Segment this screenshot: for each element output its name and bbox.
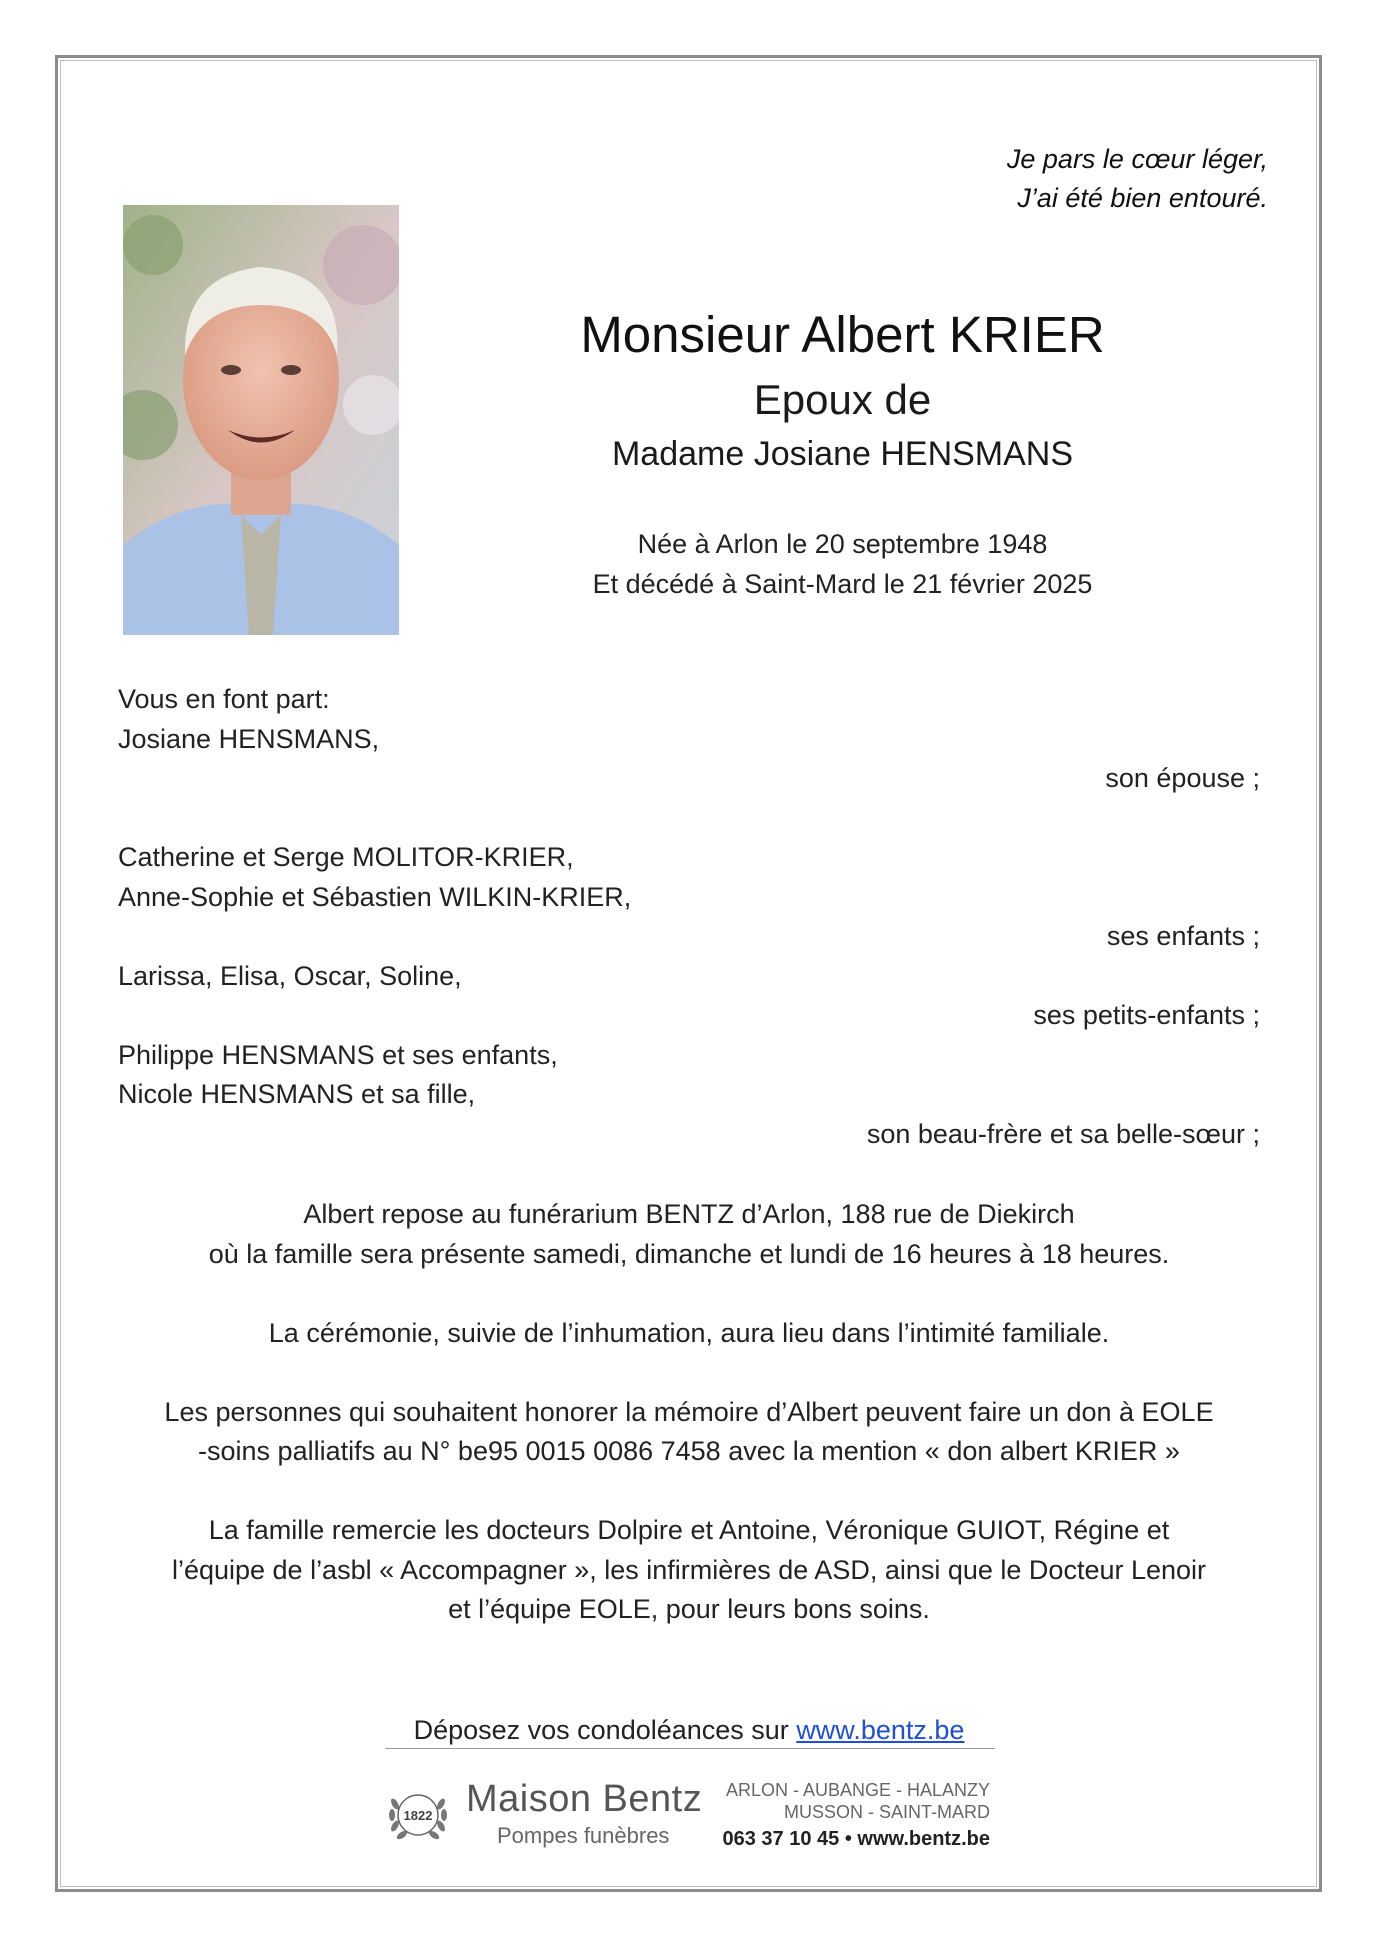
repose-line-1: Albert repose au funérarium BENTZ d’Arlon, 188 rue de Diekirch — [303, 1199, 1075, 1229]
condolences-text: Déposez vos condoléances sur — [413, 1715, 797, 1745]
family-announcement — [118, 680, 1260, 1154]
repose-paragraph — [118, 1195, 1260, 1274]
footer-divider — [385, 1748, 995, 1749]
brand-name: Maison Bentz — [466, 1778, 703, 1820]
repose-line-2: où la famille sera présente samedi, dimanche et lundi de 16 heures à 18 heures. — [208, 1238, 1170, 1269]
thanks-line-2: l’équipe de l’asbl « Accompagner », les infirmières de ASD, ainsi que le Docteur Lenoir — [171, 1554, 1207, 1585]
locations-line-1: ARLON - AUBANGE - HALANZY — [725, 1780, 990, 1800]
family-name-line: Nicole HENSMANS et sa fille, — [118, 1079, 476, 1109]
family-relation: ses enfants ; — [1106, 921, 1260, 951]
branch-locations — [715, 1779, 990, 1823]
epoux-label: Epoux de — [753, 376, 932, 423]
family-intro: Vous en font part: — [118, 684, 330, 714]
ceremony-paragraph: La cérémonie, suivie de l’inhumation, aura lieu dans l’intimité familiale. — [268, 1317, 1110, 1348]
epigraph — [1007, 140, 1268, 218]
family-relation: son épouse ; — [1105, 763, 1260, 793]
donation-paragraph — [118, 1393, 1260, 1472]
family-relation: son beau-frère et sa belle-sœur ; — [866, 1118, 1260, 1149]
family-name-line: Josiane HENSMANS, — [118, 723, 380, 754]
laurel-seal-icon — [385, 1782, 451, 1848]
portrait-photo — [123, 205, 399, 635]
epigraph-line-2: J’ai été bien entouré. — [1017, 183, 1268, 213]
condolences-link[interactable]: www.bentz.be — [796, 1715, 965, 1745]
thanks-line-3: et l’équipe EOLE, pour leurs bons soins. — [448, 1594, 930, 1624]
thanks-paragraph — [118, 1511, 1260, 1630]
birth-line: Née à Arlon le 20 septembre 1948 — [637, 529, 1048, 559]
family-relation: ses petits-enfants ; — [1033, 1000, 1260, 1030]
funeral-information — [118, 1195, 1260, 1669]
epigraph-line-1: Je pars le cœur léger, — [1006, 144, 1268, 174]
deceased-header — [520, 300, 1165, 604]
deceased-name: Monsieur Albert KRIER — [580, 306, 1105, 363]
locations-line-2: MUSSON - SAINT-MARD — [783, 1802, 990, 1822]
death-line: Et décédé à Saint-Mard le 21 février 2025 — [592, 569, 1093, 599]
life-dates — [520, 524, 1165, 604]
family-name-line: Anne-Sophie et Sébastien WILKIN-KRIER, — [118, 881, 632, 912]
donation-line-2: -soins palliatifs au N° be95 0015 0086 7458 avec la mention « don albert KRIER » — [198, 1436, 1180, 1466]
family-name-line: Larissa, Elisa, Oscar, Soline, — [118, 960, 462, 991]
condolences-line — [118, 1710, 1260, 1750]
brand-subtitle: Pompes funèbres — [497, 1823, 670, 1848]
seal-year: 1822 — [403, 1808, 433, 1823]
thanks-line-1: La famille remercie les docteurs Dolpire et Antoine, Véronique GUIOT, Régine et — [208, 1515, 1170, 1545]
family-name-line: Philippe HENSMANS et ses enfants, — [118, 1039, 558, 1070]
donation-line-1: Les personnes qui souhaitent honorer la mémoire d’Albert peuvent faire un don à EOLE — [164, 1396, 1214, 1427]
spouse-name: Madame Josiane HENSMANS — [611, 435, 1074, 473]
contact-info: 063 37 10 45 • www.bentz.be — [722, 1828, 990, 1850]
family-name-line: Catherine et Serge MOLITOR-KRIER, — [118, 842, 574, 872]
portrait-illustration — [123, 205, 399, 635]
